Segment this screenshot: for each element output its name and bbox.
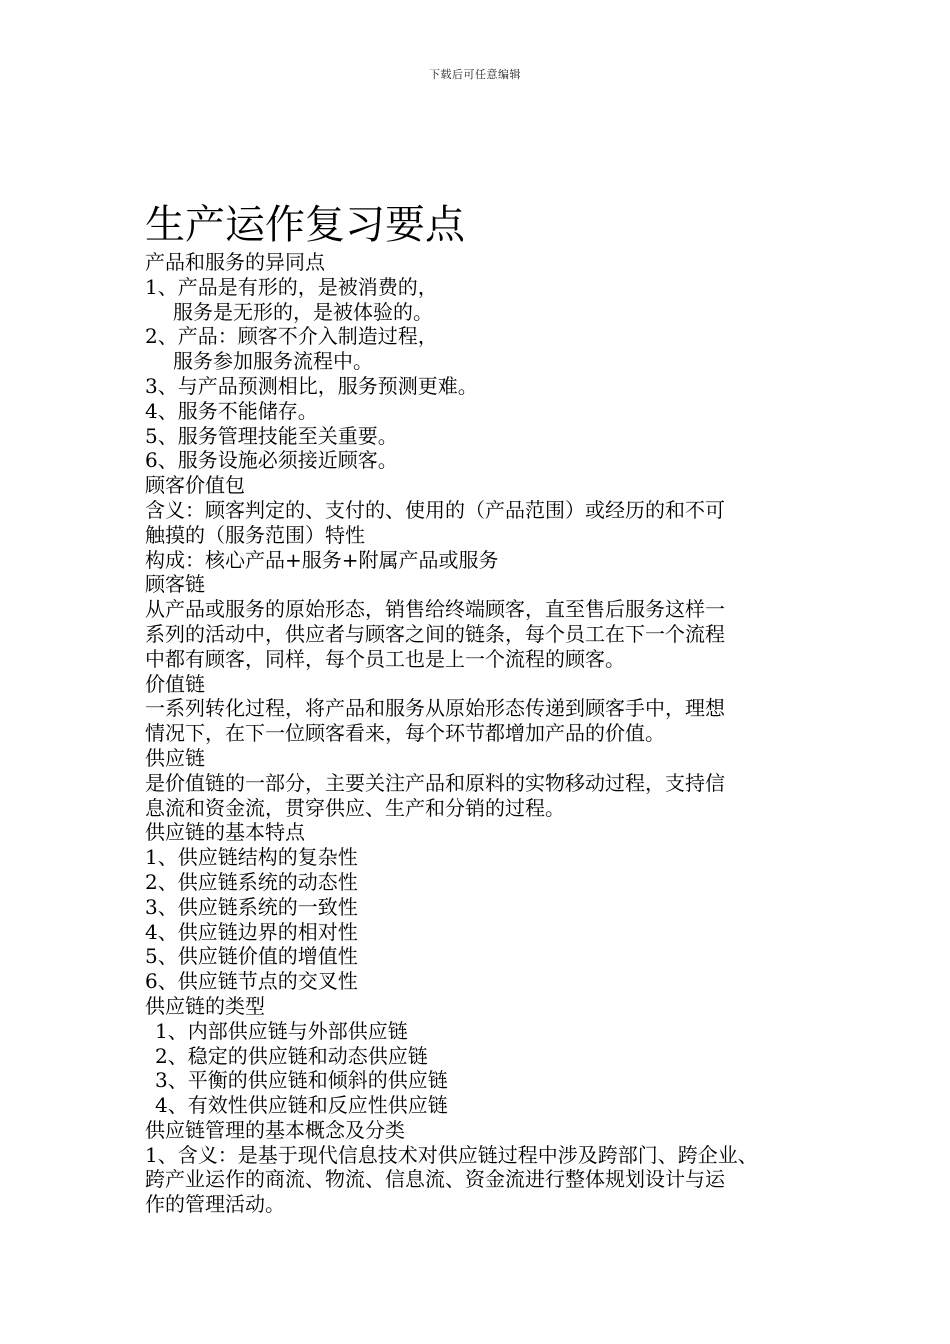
text-line: 2、供应链系统的动态性: [145, 869, 358, 894]
document-title: 生产运作复习要点: [145, 202, 465, 248]
text-line: 1、含义：是基于现代信息技术对供应链过程中涉及跨部门、跨企业、: [145, 1142, 758, 1167]
text-line: 2、稳定的供应链和动态供应链: [155, 1043, 428, 1068]
text-line: 服务参加服务流程中。: [173, 349, 373, 374]
text-line: 4、供应链边界的相对性: [145, 919, 358, 944]
text-line: 供应链的类型: [145, 993, 265, 1018]
text-line: 4、服务不能储存。: [145, 398, 318, 423]
document-lines: [145, 250, 825, 1217]
text-line: 从产品或服务的原始形态，销售给终端顾客，直至售后服务这样一: [145, 597, 725, 622]
text-line: 顾客链: [145, 572, 205, 597]
text-line: 是价值链的一部分，主要关注产品和原料的实物移动过程，支持信: [145, 770, 725, 795]
text-line: 1、供应链结构的复杂性: [145, 845, 358, 870]
text-line: 一系列转化过程，将产品和服务从原始形态传递到顾客手中，理想: [145, 696, 725, 721]
text-line: 5、服务管理技能至关重要。: [145, 423, 398, 448]
text-line: 系列的活动中，供应者与顾客之间的链条，每个员工在下一个流程: [145, 621, 725, 646]
text-line: 跨产业运作的商流、物流、信息流、资金流进行整体规划设计与运: [145, 1167, 725, 1192]
text-line: 1、内部供应链与外部供应链: [155, 1018, 408, 1043]
text-line: 价值链: [145, 671, 205, 696]
text-line: 供应链管理的基本概念及分类: [145, 1117, 405, 1142]
document-body: [145, 200, 825, 1217]
text-line: 3、平衡的供应链和倾斜的供应链: [155, 1068, 448, 1093]
text-line: 6、服务设施必须接近顾客。: [145, 448, 398, 473]
text-line: 产品和服务的异同点: [145, 250, 325, 274]
text-line: 触摸的（服务范围）特性: [145, 522, 365, 547]
text-line: 2、产品：顾客不介入制造过程，: [145, 324, 438, 349]
text-line: 6、供应链节点的交叉性: [145, 969, 358, 994]
page-header: 下载后可任意编辑: [429, 68, 521, 81]
text-line: 作的管理活动。: [145, 1192, 285, 1217]
text-line: 顾客价值包: [145, 473, 245, 498]
text-line: 服务是无形的，是被体验的。: [173, 299, 433, 324]
text-line: 1、产品是有形的，是被消费的，: [145, 274, 438, 299]
text-line: 供应链: [145, 745, 205, 770]
text-line: 5、供应链价值的增值性: [145, 944, 358, 969]
text-line: 情况下，在下一位顾客看来，每个环节都增加产品的价值。: [145, 721, 665, 746]
text-line: 中都有顾客，同样，每个员工也是上一个流程的顾客。: [145, 646, 625, 671]
text-line: 供应链的基本特点: [145, 820, 305, 845]
text-line: 3、与产品预测相比，服务预测更难。: [145, 373, 478, 398]
text-line: 构成：核心产品+服务+附属产品或服务: [145, 547, 499, 572]
text-line: 息流和资金流，贯穿供应、生产和分销的过程。: [145, 795, 565, 820]
text-line: 4、有效性供应链和反应性供应链: [155, 1093, 448, 1118]
text-line: 含义：顾客判定的、支付的、使用的（产品范围）或经历的和不可: [145, 497, 725, 522]
text-line: 3、供应链系统的一致性: [145, 894, 358, 919]
